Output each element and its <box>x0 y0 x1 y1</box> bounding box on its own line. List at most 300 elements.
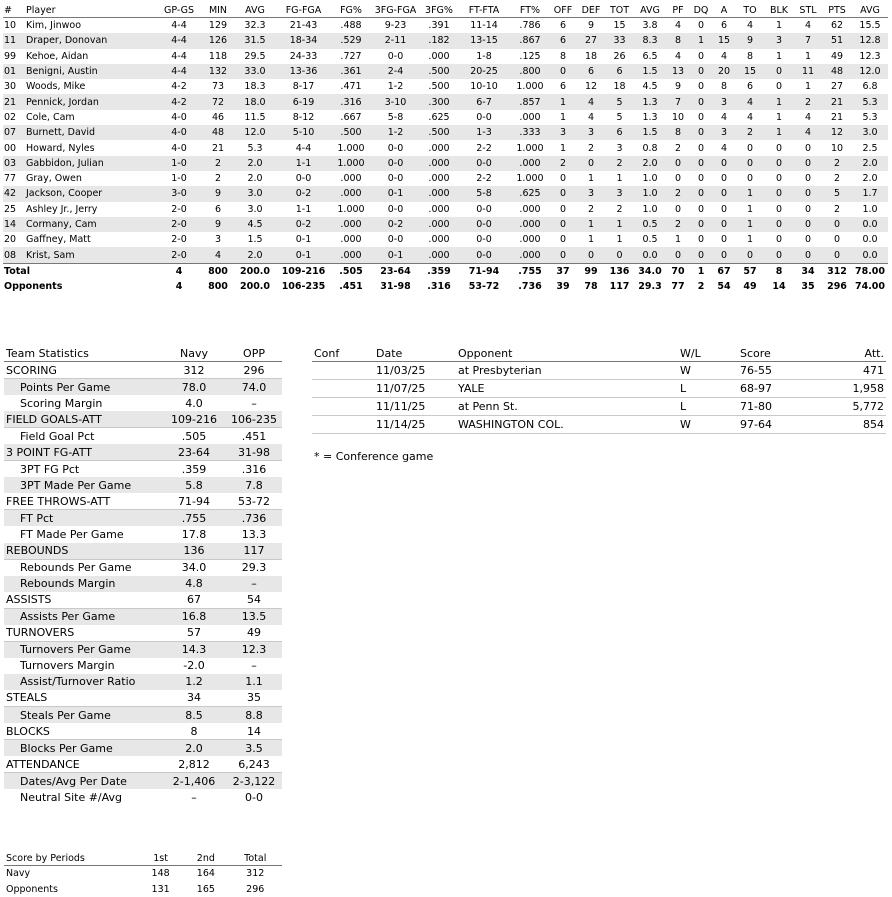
stat-cell: .800 <box>511 64 549 79</box>
opp-value: 13.5 <box>226 608 282 625</box>
stat-cell: 0 <box>666 156 690 171</box>
stat-cell: 2 <box>674 142 682 154</box>
stat-cell: 0-0 <box>457 156 511 171</box>
player-column-header: OFF <box>549 3 577 18</box>
stat-cell: 6 <box>577 64 605 79</box>
player-column-header: TOT <box>605 3 634 18</box>
stat-cell: 1.000 <box>337 142 365 154</box>
stat-cell: 2-2 <box>476 173 492 185</box>
stat-cell: 0 <box>690 125 712 140</box>
stat-cell: 0 <box>559 234 567 246</box>
stat-cell: 2.0 <box>634 156 666 171</box>
opp-value: 12.3 <box>226 641 282 658</box>
stat-cell: 3.8 <box>642 20 658 32</box>
stat-cell: 15 <box>712 33 736 48</box>
opp-value: .736 <box>226 510 282 527</box>
schedule-row <box>312 362 886 380</box>
stat-cell: 0-0 <box>387 173 404 185</box>
stat-label: FREE THROWS-ATT <box>4 493 162 510</box>
stat-cell: 48 <box>822 64 852 79</box>
stat-cell: 1-3 <box>457 125 511 140</box>
stat-cell: 4-0 <box>171 142 187 154</box>
navy-value: 8 <box>162 723 226 740</box>
stat-cell: 4 <box>804 111 812 123</box>
stat-cell: 0-1 <box>275 247 332 263</box>
stat-cell: .000 <box>428 173 450 185</box>
total-cell: 4 <box>175 281 183 293</box>
stat-label: TURNOVERS <box>4 625 162 642</box>
stat-cell: 1.0 <box>642 173 658 185</box>
player-column-header: TO <box>736 3 764 18</box>
stat-cell: 8 <box>746 50 754 62</box>
stat-cell: 0 <box>746 142 754 154</box>
score-cell: 68-97 <box>738 379 832 397</box>
stat-cell: 48 <box>201 125 235 140</box>
total-cell: 29.3 <box>638 281 662 293</box>
player-number: 30 <box>4 81 17 93</box>
stat-cell: 2 <box>587 142 595 154</box>
stat-cell: 3 <box>605 186 634 201</box>
result-cell: W <box>678 362 738 380</box>
conf-cell <box>312 379 374 397</box>
stat-cell: 4.5 <box>642 81 658 93</box>
player-row <box>3 94 888 109</box>
stat-cell: 1.000 <box>337 203 365 215</box>
stat-cell: 1 <box>616 234 623 246</box>
stat-cell: .361 <box>332 64 370 79</box>
stat-cell: .182 <box>421 33 457 48</box>
stat-cell: 12 <box>584 81 598 93</box>
stat-category-row <box>4 625 282 642</box>
stat-cell: 1 <box>775 111 783 123</box>
stat-cell: 2-0 <box>157 217 201 232</box>
total-cell: .316 <box>427 281 451 293</box>
stat-cell: 46 <box>211 111 225 123</box>
stat-label: ASSISTS <box>4 592 162 609</box>
stat-cell: .500 <box>421 64 457 79</box>
player-column-header: A <box>712 3 736 18</box>
stat-cell: 0 <box>712 217 736 232</box>
stat-cell: 4-2 <box>157 94 201 109</box>
stat-cell: 2 <box>736 125 764 140</box>
stat-cell: 24-33 <box>289 50 318 62</box>
total-cell: 49 <box>743 281 757 293</box>
stat-cell: 3 <box>577 125 605 140</box>
stat-cell: 0 <box>690 247 712 263</box>
stat-cell: 32.3 <box>244 20 266 32</box>
total-cell: 4 <box>157 263 201 279</box>
stat-cell: 11 <box>794 64 822 79</box>
total-cell: 23-64 <box>370 263 421 279</box>
stat-cell: 12 <box>822 125 852 140</box>
player-row <box>3 64 888 79</box>
stat-cell: 1 <box>674 234 682 246</box>
stat-cell: 2 <box>794 94 822 109</box>
player-row <box>3 217 888 232</box>
player-number: 99 <box>4 50 17 62</box>
player-number: 42 <box>3 186 25 201</box>
result-cell: W <box>678 415 738 433</box>
total-cell: 312 <box>822 263 852 279</box>
stat-cell: 0.0 <box>852 217 888 232</box>
player-row <box>3 247 888 263</box>
stat-cell: 2-0 <box>171 234 187 246</box>
stat-cell: 1.0 <box>642 203 658 215</box>
stat-cell: 0 <box>690 94 712 109</box>
stat-cell: 1 <box>804 50 812 62</box>
navy-value: 2-1,406 <box>162 773 226 790</box>
team-statistics-title: Team Statistics <box>4 346 162 362</box>
navy-value: 23-64 <box>162 444 226 461</box>
stat-cell: 10 <box>671 111 685 123</box>
stat-sub-row <box>4 559 282 576</box>
stat-cell: 5.3 <box>852 94 888 109</box>
total-cell: 200.0 <box>235 263 275 279</box>
stat-cell: 0 <box>666 247 690 263</box>
conf-cell <box>312 362 374 380</box>
stat-cell: 0 <box>764 64 794 79</box>
total-cell: 74.00 <box>854 281 886 293</box>
stat-cell: 1.0 <box>862 203 878 215</box>
stat-label: 3 POINT FG-ATT <box>4 444 162 461</box>
total-label: Total <box>3 263 157 279</box>
stat-cell: 2.5 <box>862 142 878 154</box>
stat-cell: .333 <box>511 125 549 140</box>
stat-cell: 1 <box>559 111 567 123</box>
stat-cell: .500 <box>421 125 457 140</box>
player-column-header: AVG <box>852 3 888 18</box>
team-label: Opponents <box>6 883 58 895</box>
player-number: 03 <box>3 156 25 171</box>
total-cell: 117 <box>609 281 630 293</box>
total-cell: 53-72 <box>468 281 500 293</box>
stat-label: Turnovers Margin <box>20 659 115 673</box>
stat-cell: 9 <box>674 81 682 93</box>
opp-value: 29.3 <box>241 561 267 575</box>
stat-cell: 0 <box>697 111 705 123</box>
stat-cell: .000 <box>519 234 541 246</box>
stat-cell: 21 <box>830 111 844 123</box>
team-statistics-body <box>4 362 282 806</box>
stat-sub-row <box>4 740 282 757</box>
stat-cell: 2-4 <box>370 64 421 79</box>
stat-cell: 0.5 <box>642 234 658 246</box>
stat-cell: 0 <box>674 203 682 215</box>
stat-cell: 0 <box>804 203 812 215</box>
navy-value: 5.8 <box>162 477 226 493</box>
opp-value: 8.8 <box>226 706 282 723</box>
stat-cell: 1-8 <box>476 50 492 62</box>
stat-category-row <box>4 592 282 609</box>
stat-cell: 0 <box>549 247 577 263</box>
stat-cell: 3.0 <box>235 186 275 201</box>
stat-cell: .000 <box>421 186 457 201</box>
player-column-header: PTS <box>822 3 852 18</box>
stat-cell: 4 <box>746 20 754 32</box>
player-row <box>3 79 888 94</box>
stat-cell: 0 <box>577 156 605 171</box>
stat-cell: 0 <box>577 247 605 263</box>
stat-cell: 0-2 <box>275 217 332 232</box>
stat-cell: .000 <box>428 50 450 62</box>
player-column-header: FT% <box>511 3 549 18</box>
stat-cell: 2 <box>605 156 634 171</box>
player-number: 25 <box>4 203 17 215</box>
stat-cell: 1 <box>616 173 623 185</box>
stat-cell: 4 <box>804 20 812 32</box>
navy-value: 14.3 <box>162 641 226 658</box>
stat-cell: 4-4 <box>295 142 312 154</box>
player-name: Kim, Jinwoo <box>26 20 82 32</box>
stat-cell: 0 <box>674 173 682 185</box>
player-column-header: BLK <box>764 3 794 18</box>
stat-cell: 4 <box>674 20 682 32</box>
stat-cell: 1 <box>577 217 605 232</box>
navy-value: 67 <box>162 592 226 609</box>
stat-cell: 8 <box>666 33 690 48</box>
stat-cell: 1 <box>764 125 794 140</box>
stat-cell: .471 <box>340 81 362 93</box>
team-statistics-header <box>4 346 282 362</box>
total-cell: 57 <box>736 263 764 279</box>
stat-cell: 1 <box>605 217 634 232</box>
player-column-header: 3FG% <box>421 3 457 18</box>
stat-cell: .000 <box>428 234 450 246</box>
stat-cell: 10-10 <box>470 81 498 93</box>
stat-cell: 0-0 <box>457 247 511 263</box>
total-cell: .755 <box>511 263 549 279</box>
opp-value: 14 <box>226 723 282 740</box>
player-row <box>3 156 888 171</box>
stat-cell: 0 <box>690 64 712 79</box>
stat-cell: 4 <box>736 94 764 109</box>
stat-cell: 1.3 <box>634 94 666 109</box>
stat-cell: 12.8 <box>852 33 888 48</box>
stat-cell: 6-19 <box>275 94 332 109</box>
stat-cell: 8-17 <box>292 81 315 93</box>
stat-cell: 1.000 <box>516 173 544 185</box>
score-cell: 76-55 <box>738 362 832 380</box>
stat-cell: 3 <box>712 94 736 109</box>
conference-game-note: * = Conference game <box>314 450 434 463</box>
period-score-row <box>4 866 282 882</box>
stat-cell: 3 <box>616 142 623 154</box>
stat-cell: 0 <box>690 186 712 201</box>
stat-cell: 11.5 <box>244 111 266 123</box>
player-column-header: AVG <box>634 3 666 18</box>
total-cell: 800 <box>201 263 235 279</box>
player-column-header: STL <box>794 3 822 18</box>
second-half-header: 2nd <box>183 851 228 866</box>
stat-cell: 4 <box>587 111 595 123</box>
total-cell: 35 <box>801 281 815 293</box>
player-name: Gaffney, Matt <box>26 234 91 246</box>
schedule-header <box>312 346 886 362</box>
opp-value: 6,243 <box>226 756 282 773</box>
stat-cell: .000 <box>511 217 549 232</box>
total-cell: .736 <box>518 281 542 293</box>
stat-label: FT Made Per Game <box>20 527 124 541</box>
schedule-row <box>312 397 886 415</box>
stat-cell: 0 <box>690 217 712 232</box>
stat-cell: 0.5 <box>634 217 666 232</box>
stat-cell: 20 <box>712 64 736 79</box>
stat-label: STEALS <box>4 690 162 707</box>
score-column-header: Score <box>738 346 832 362</box>
stat-label: Rebounds Per Game <box>20 561 132 575</box>
total-cell: 106-235 <box>281 281 326 293</box>
stat-cell: 0 <box>822 247 852 263</box>
stat-cell: 129 <box>208 20 228 32</box>
stat-cell: .500 <box>332 125 370 140</box>
navy-value: 16.8 <box>162 608 226 625</box>
stat-cell: 4-2 <box>171 81 187 93</box>
player-name: Kehoe, Aidan <box>26 50 89 62</box>
stat-cell: 8 <box>666 125 690 140</box>
score-cell: 71-80 <box>738 397 832 415</box>
schedule-body <box>312 362 886 434</box>
stat-cell: 33 <box>605 33 634 48</box>
stat-cell: 6 <box>605 64 634 79</box>
total-cell: .359 <box>421 263 457 279</box>
stat-cell: 0-0 <box>457 217 511 232</box>
total-cell: 800 <box>208 281 228 293</box>
navy-value: – <box>191 790 197 804</box>
player-column-header: FG% <box>332 3 370 18</box>
navy-value: 312 <box>162 362 226 379</box>
opponent-cell: at Presbyterian <box>456 362 678 380</box>
opp-value: 2-3,122 <box>226 773 282 790</box>
opp-value: .316 <box>241 462 267 476</box>
stat-cell: 0 <box>697 81 705 93</box>
stat-category-row <box>4 756 282 773</box>
stat-cell: .000 <box>332 217 370 232</box>
total-cell: 39 <box>556 281 570 293</box>
stat-label: SCORING <box>4 362 162 379</box>
stat-cell: 126 <box>201 33 235 48</box>
stat-cell: 4-4 <box>171 50 187 62</box>
navy-column-header: Navy <box>162 346 226 362</box>
team-total-row <box>3 263 888 279</box>
total-cell: 54 <box>717 281 731 293</box>
stat-cell: .000 <box>340 173 362 185</box>
stat-cell: 118 <box>208 50 228 62</box>
stat-cell: 2 <box>833 203 841 215</box>
stat-cell: 0 <box>690 156 712 171</box>
stat-label: Points Per Game <box>4 379 162 396</box>
stat-cell: 4.5 <box>235 217 275 232</box>
stat-cell: 0-0 <box>387 203 404 215</box>
stat-cell: 1-2 <box>387 81 404 93</box>
opp-value: 49 <box>226 625 282 642</box>
player-stats-table <box>3 3 888 294</box>
date-cell: 11/11/25 <box>374 397 456 415</box>
total-cell: .451 <box>339 281 363 293</box>
stat-cell: 0 <box>775 203 783 215</box>
total-cell: 34.0 <box>634 263 666 279</box>
stat-cell: 1 <box>746 203 754 215</box>
player-name: Gabbidon, Julian <box>25 156 157 171</box>
opponents-total-row <box>3 279 888 294</box>
stat-cell: .500 <box>428 81 450 93</box>
player-name: Burnett, David <box>25 125 157 140</box>
stat-cell: 2 <box>666 217 690 232</box>
stat-cell: 0-0 <box>476 111 492 123</box>
stat-cell: 33.0 <box>235 64 275 79</box>
score-by-periods-header <box>4 851 282 866</box>
attendance-column-header: Att. <box>832 346 886 362</box>
player-column-header: 3FG-FGA <box>370 3 421 18</box>
period-score: 148 <box>151 868 170 880</box>
first-half-header: 1st <box>138 851 183 866</box>
stat-cell: 3-10 <box>370 94 421 109</box>
stat-cell: .000 <box>511 247 549 263</box>
stat-cell: 6 <box>605 125 634 140</box>
stat-cell: .000 <box>428 142 450 154</box>
stat-cell: 2.0 <box>247 173 263 185</box>
navy-value: 2.0 <box>162 740 226 757</box>
player-name: Cole, Cam <box>26 111 75 123</box>
stat-cell: 9 <box>201 217 235 232</box>
stat-cell: 10 <box>830 142 844 154</box>
player-column-header: FT-FTA <box>457 3 511 18</box>
stat-cell: 18 <box>584 50 598 62</box>
player-column-header: GP-GS <box>157 3 201 18</box>
stat-cell: 0-2 <box>370 217 421 232</box>
conf-column-header: Conf <box>312 346 374 362</box>
player-row <box>3 171 888 186</box>
stat-cell: .000 <box>332 186 370 201</box>
stat-cell: 18.0 <box>235 94 275 109</box>
stat-label: Dates/Avg Per Date <box>4 773 162 790</box>
stat-cell: 2 <box>587 203 595 215</box>
total-cell: 78.00 <box>852 263 888 279</box>
stat-cell: 1.5 <box>634 125 666 140</box>
player-row <box>3 110 888 125</box>
stat-cell: .391 <box>428 20 450 32</box>
period-score: 164 <box>196 868 215 880</box>
stat-cell: 2.0 <box>235 247 275 263</box>
player-number: 20 <box>4 234 17 246</box>
stat-cell: 49 <box>830 50 844 62</box>
stat-cell: 0 <box>697 50 705 62</box>
stat-cell: 4 <box>720 50 728 62</box>
player-column-header: FG-FGA <box>275 3 332 18</box>
stat-cell: 0 <box>712 156 736 171</box>
stat-cell: 5 <box>605 94 634 109</box>
stat-cell: 0.0 <box>634 247 666 263</box>
opp-value: – <box>251 659 257 673</box>
stat-label: 3PT FG Pct <box>20 462 80 476</box>
stat-label: Neutral Site #/Avg <box>20 790 123 804</box>
stat-cell: .000 <box>519 111 541 123</box>
total-cell: 67 <box>712 263 736 279</box>
player-row <box>3 33 888 48</box>
player-name: Pennick, Jordan <box>25 94 157 109</box>
total-cell: 34 <box>794 263 822 279</box>
player-name: Ashley Jr., Jerry <box>26 203 98 215</box>
opp-value: 35 <box>226 690 282 707</box>
opp-value: 54 <box>226 592 282 609</box>
opp-value: 3.5 <box>226 740 282 757</box>
stat-cell: 3 <box>764 33 794 48</box>
opponent-cell: WASHINGTON COL. <box>456 415 678 433</box>
period-score: 165 <box>196 883 215 895</box>
opponent-cell: at Penn St. <box>456 397 678 415</box>
stat-cell: 2 <box>549 156 577 171</box>
schedule-row <box>312 379 886 397</box>
player-number: 00 <box>4 142 17 154</box>
